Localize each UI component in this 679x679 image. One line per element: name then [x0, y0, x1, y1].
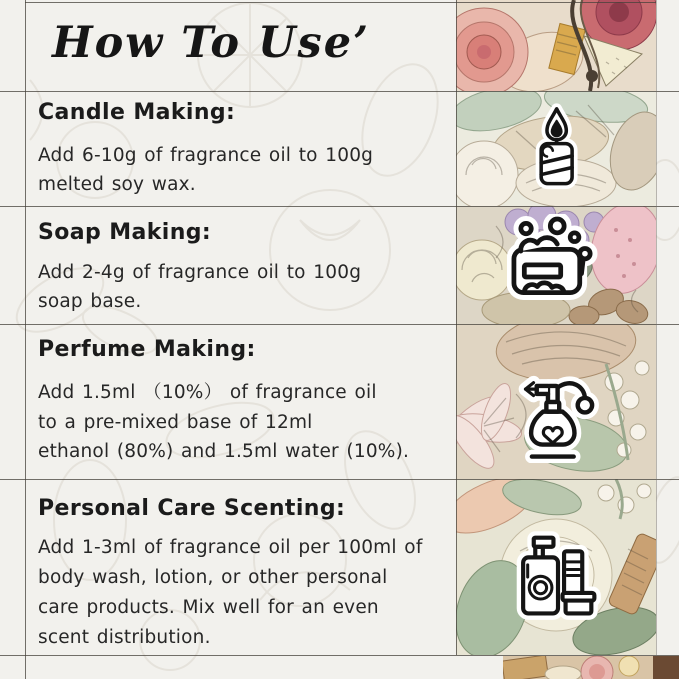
perfume-atomizer-icon — [511, 357, 601, 463]
floral-collage-roses — [456, 0, 656, 91]
perfume-making-line: ethanol (80%) and 1.5ml water (10%). — [38, 441, 410, 462]
personal-care-line: care products. Mix well for an even — [38, 597, 379, 618]
divider-soap-perfume — [0, 324, 679, 325]
soap-making-line: soap base. — [38, 291, 142, 312]
left-margin-rule — [25, 0, 26, 679]
perfume-making-line: to a pre-mixed base of 12ml — [38, 411, 313, 433]
personal-care-line: Add 1-3ml of fragrance oil per 100ml of — [38, 537, 423, 558]
personal-care-line: body wash, lotion, or other personal — [38, 567, 388, 588]
soap-making-line: Add 2-4g of fragrance oil to 100g — [38, 262, 362, 283]
section-perfume-making — [38, 337, 409, 467]
section-soap-making — [38, 220, 361, 316]
floral-collage-bottom — [503, 656, 679, 679]
collage-right-edge — [656, 0, 657, 655]
personal-care-line: scent distribution. — [38, 627, 211, 648]
divider-top — [25, 2, 656, 3]
candle-making-line: melted soy wax. — [38, 174, 196, 195]
toiletries-icon — [515, 521, 601, 621]
divider-bottom — [0, 655, 679, 656]
page-title: How To Use’ — [52, 18, 371, 68]
soap-making-heading: Soap Making: — [38, 220, 212, 245]
perfume-making-heading: Perfume Making: — [38, 337, 256, 362]
perfume-making-line: Add 1.5ml （10%） of fragrance oil — [38, 382, 377, 403]
section-personal-care — [38, 496, 423, 653]
candle-icon — [527, 99, 585, 196]
candle-making-line: Add 6-10g of fragrance oil to 100g — [38, 145, 374, 166]
personal-care-heading: Personal Care Scenting: — [38, 496, 346, 521]
divider-candle-soap — [0, 206, 679, 207]
divider-perfume-personal — [0, 479, 679, 480]
section-candle-making — [38, 100, 373, 199]
soap-bar-icon — [507, 214, 604, 302]
collage-left-edge — [456, 0, 457, 655]
divider-title — [0, 91, 679, 92]
candle-making-heading: Candle Making: — [38, 100, 236, 125]
